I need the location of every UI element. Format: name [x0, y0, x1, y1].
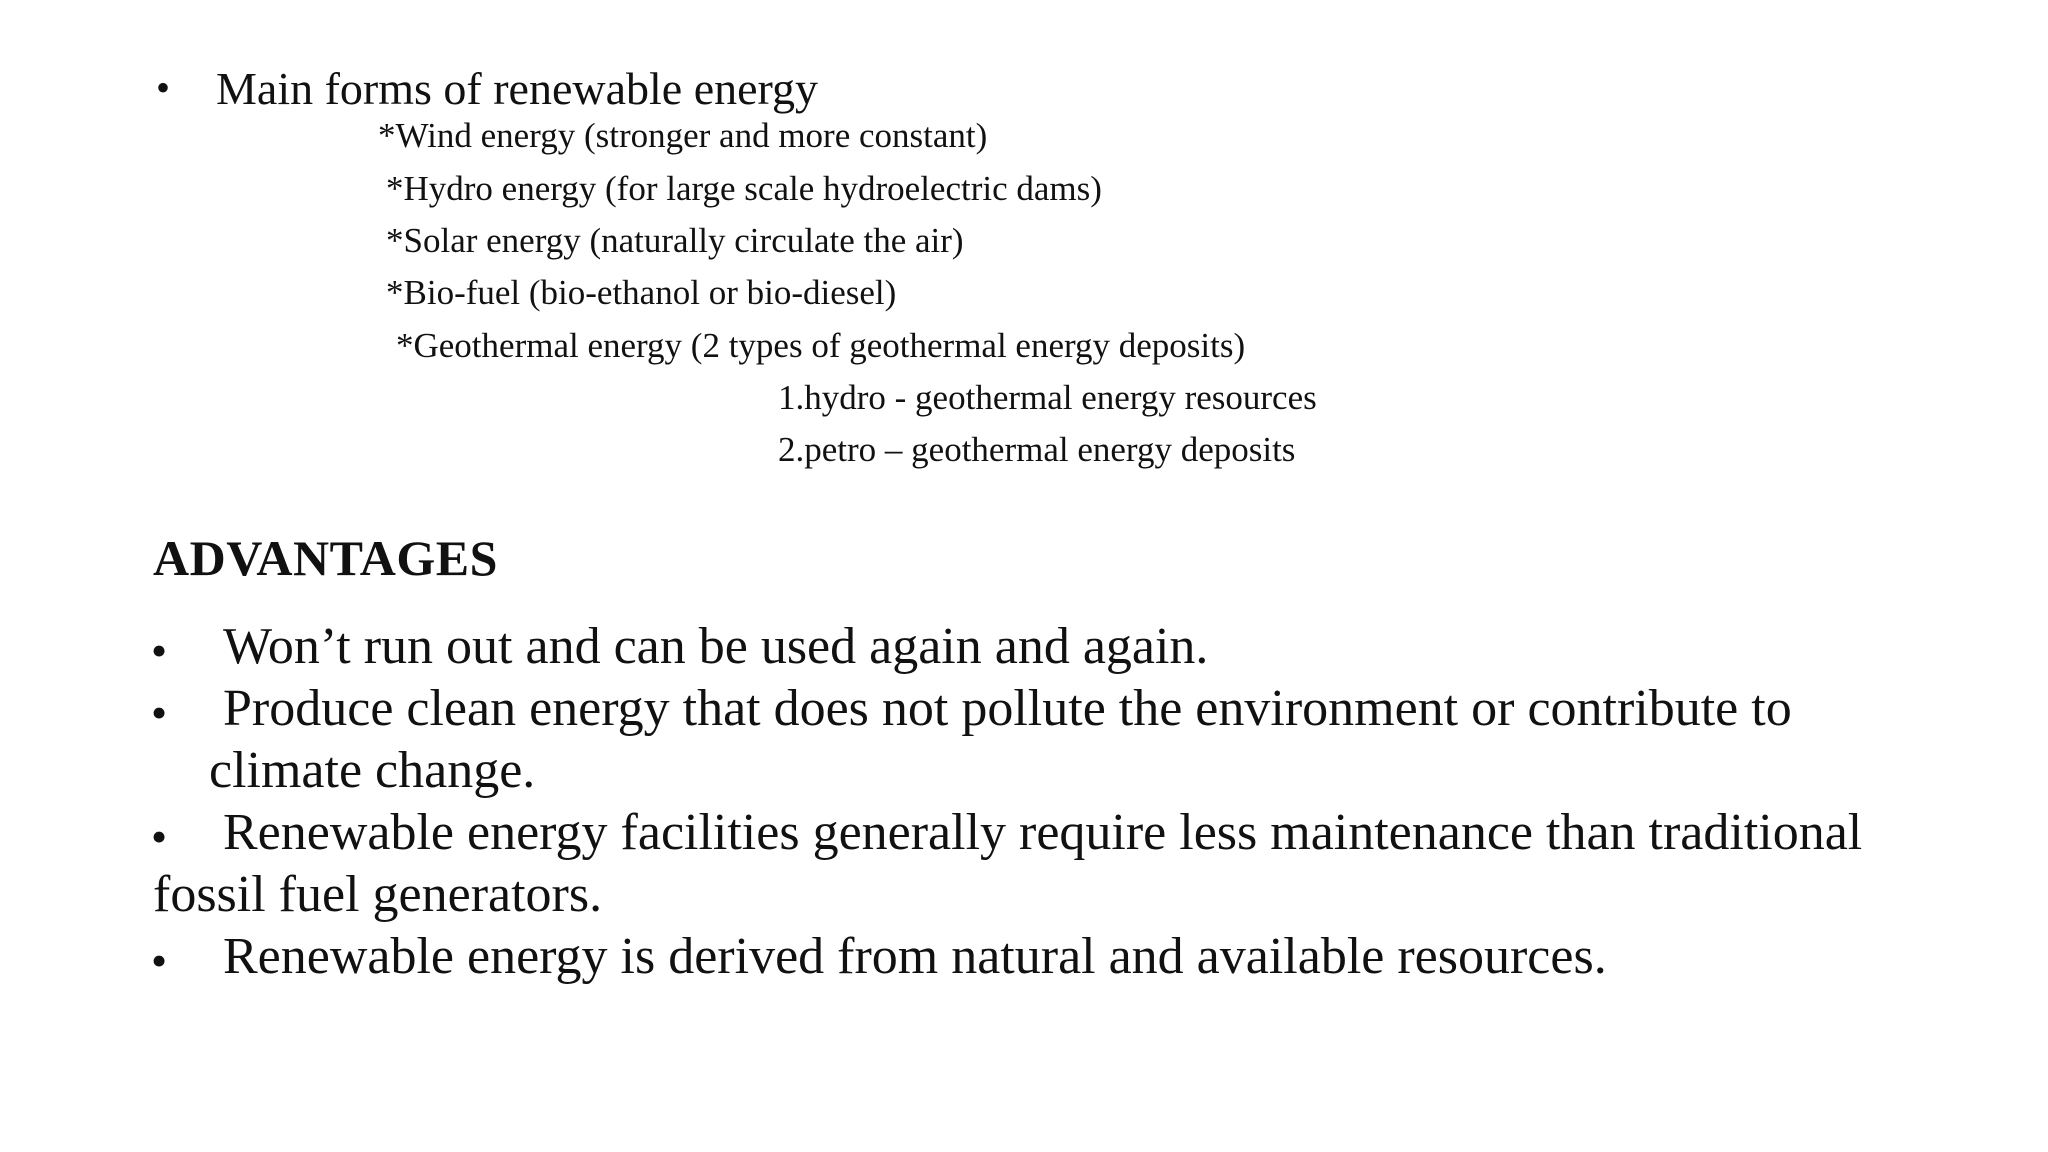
form-item-geothermal: *Geothermal energy (2 types of geothermal energy deposits)	[396, 326, 1246, 365]
forms-title: Main forms of renewable energy	[216, 63, 819, 114]
advantage-item: Renewable energy is derived from natural and available resources.	[223, 928, 1607, 985]
advantages-heading: ADVANTAGES	[153, 530, 498, 586]
bullet-marker: •	[151, 935, 168, 986]
bullet-marker: •	[156, 65, 171, 110]
bullet-marker: •	[151, 625, 168, 676]
advantage-item-continuation: fossil fuel generators.	[153, 866, 603, 923]
form-item-hydro: *Hydro energy (for large scale hydroelectric dams)	[386, 169, 1102, 208]
advantage-item: Renewable energy facilities generally require less maintenance than traditional	[223, 804, 1863, 861]
advantage-item: Produce clean energy that does not pollute the environment or contribute to	[223, 680, 1792, 737]
form-item-biofuel: *Bio-fuel (bio-ethanol or bio-diesel)	[386, 273, 897, 312]
form-item-solar: *Solar energy (naturally circulate the air)	[386, 221, 964, 260]
geothermal-type-petro: 2.petro – geothermal energy deposits	[778, 430, 1296, 469]
advantage-item-continuation: climate change.	[209, 742, 536, 799]
geothermal-type-hydro: 1.hydro - geothermal energy resources	[778, 378, 1317, 417]
advantage-item: Won’t run out and can be used again and again.	[223, 618, 1209, 675]
form-item-wind: *Wind energy (stronger and more constant)	[378, 116, 988, 155]
bullet-marker: •	[151, 687, 168, 738]
bullet-marker: •	[151, 811, 168, 862]
